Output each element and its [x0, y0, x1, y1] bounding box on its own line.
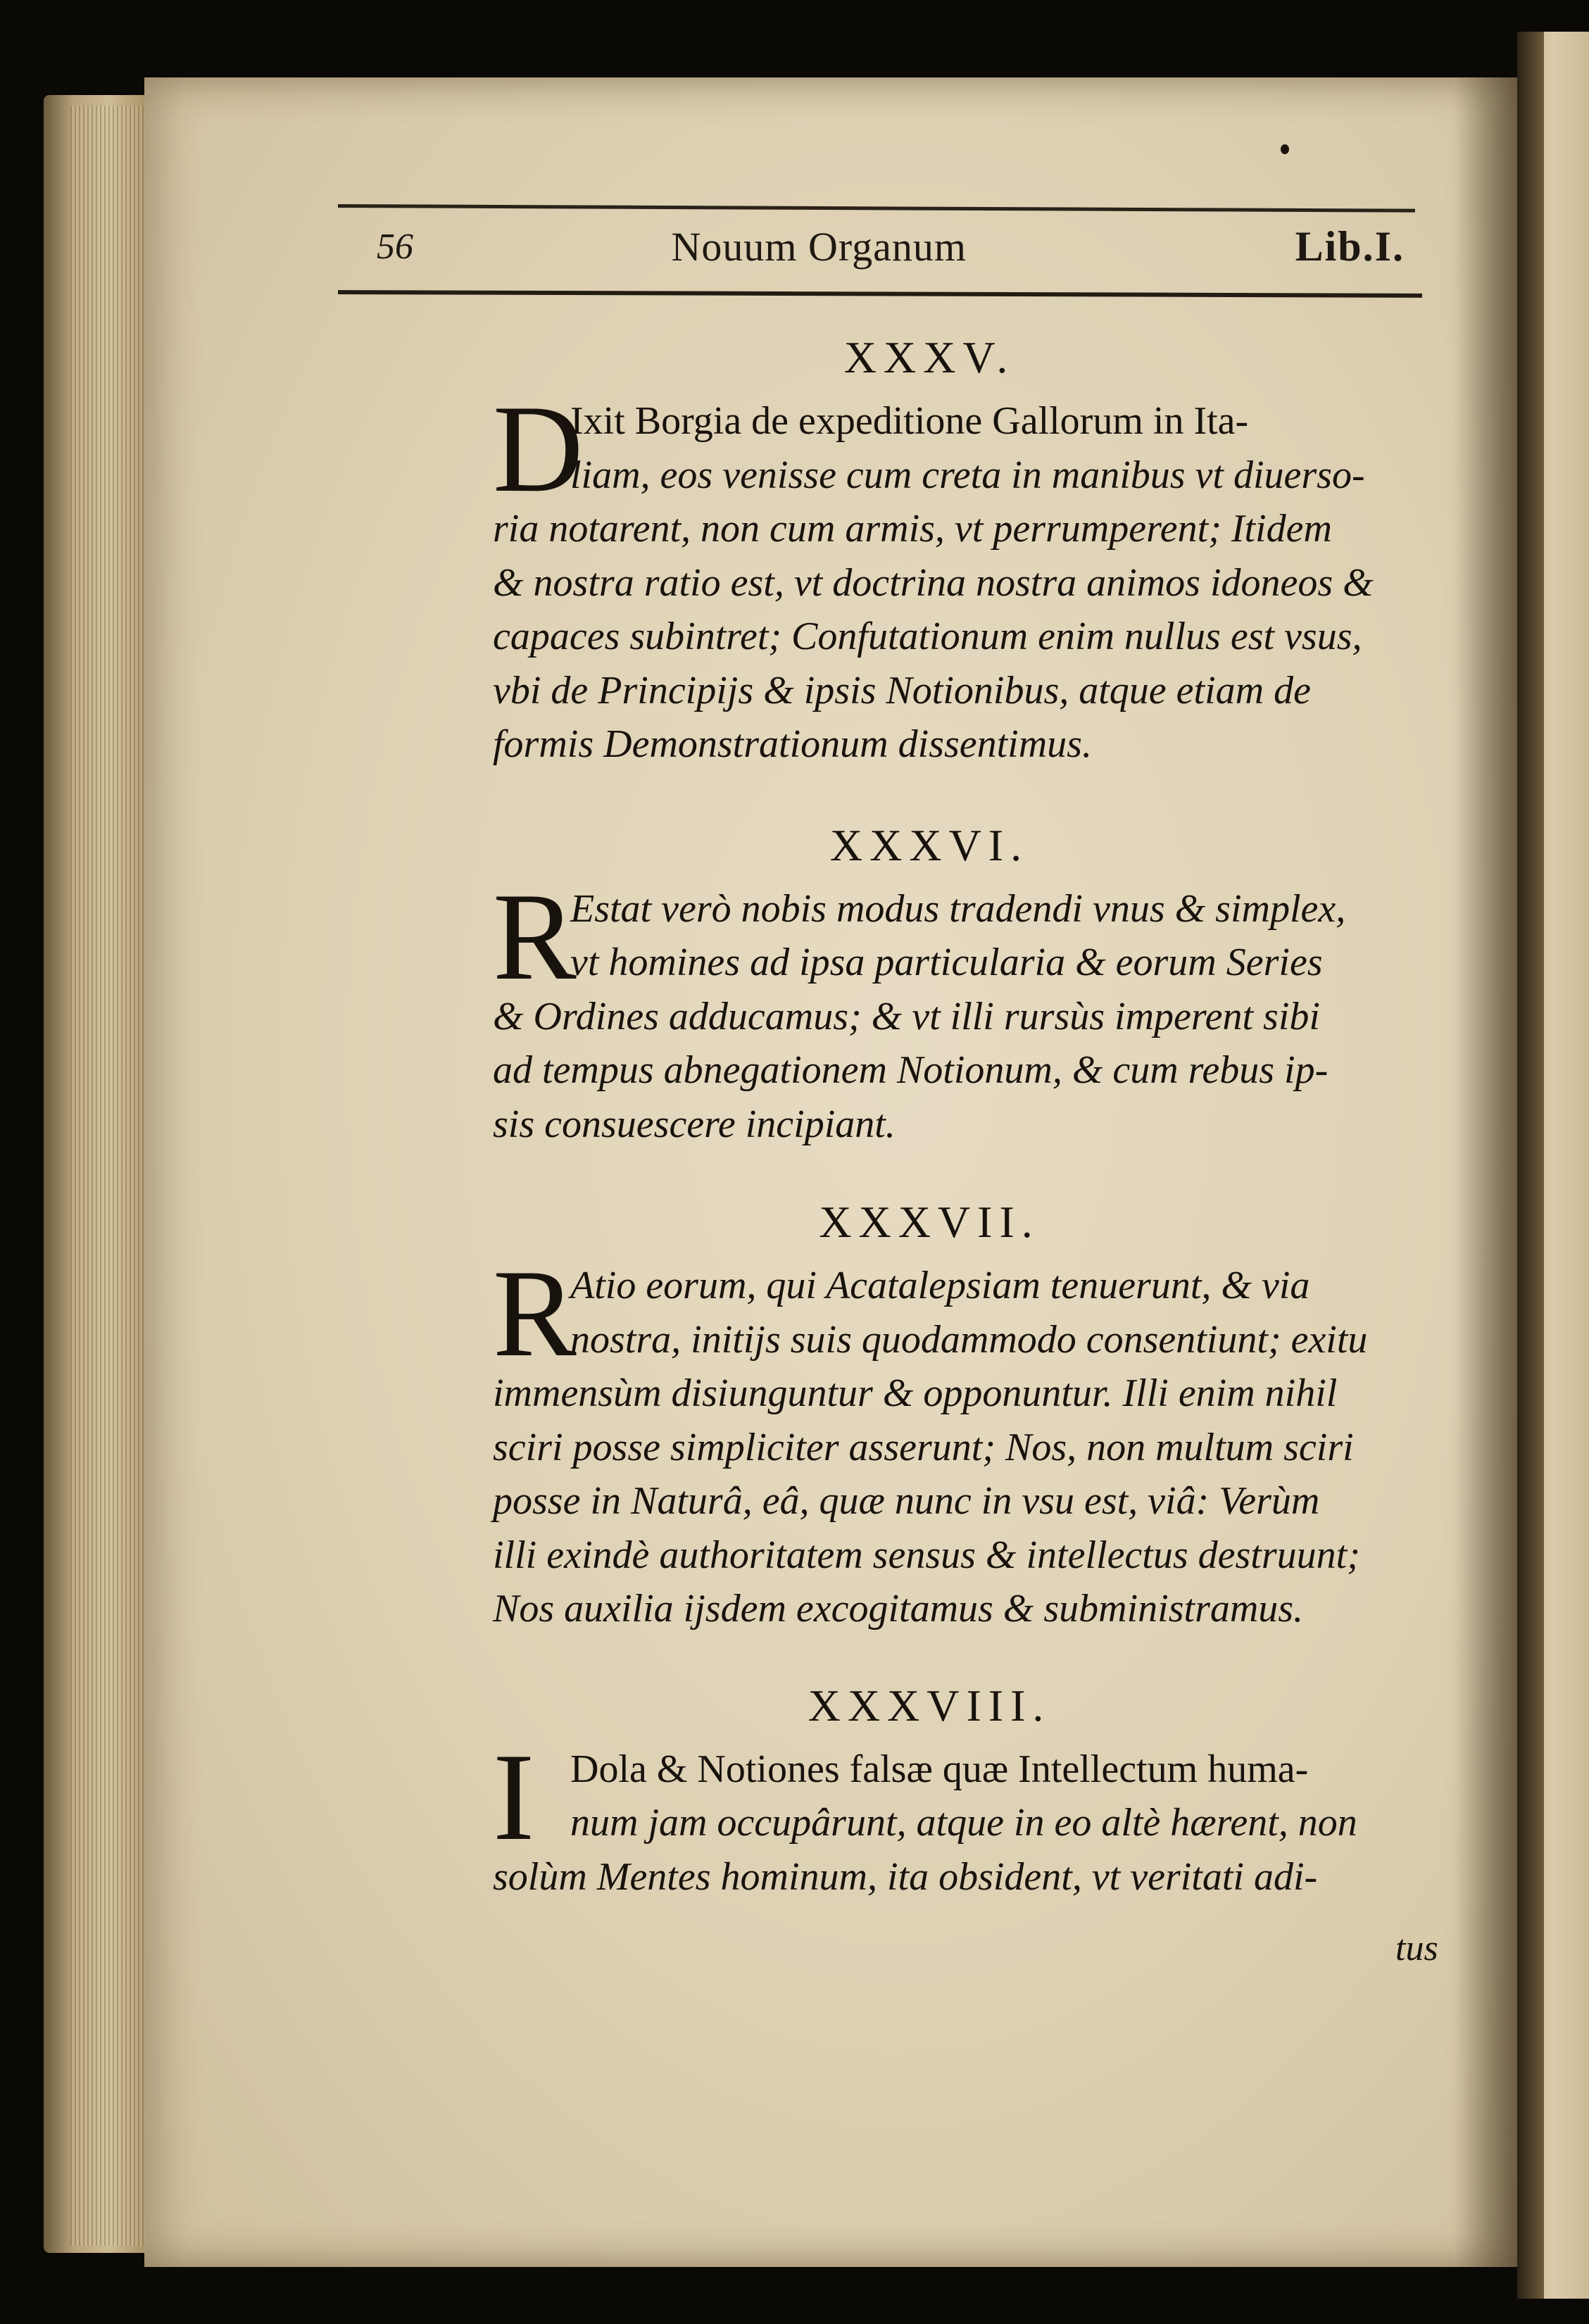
text-line: vbi de Principijs & ipsis Notionibus, atque etiam de	[493, 668, 1311, 712]
spine-shadow	[1454, 77, 1517, 2267]
text-line: vt homines ad ipsa particularia & eorum Series	[570, 941, 1323, 984]
text-line: Estat verò nobis modus tradendi vnus & simplex,	[570, 886, 1346, 931]
text-line: Dola & Notiones falsæ quæ Intellectum huma-	[570, 1747, 1309, 1791]
text-line: sciri posse simpliciter asserunt; Nos, non multum sciri	[493, 1425, 1354, 1469]
aphorism-number: XXXVIII.	[808, 1680, 1051, 1731]
header-row	[338, 204, 1422, 289]
drop-cap: I	[493, 1726, 535, 1866]
drop-cap: R	[493, 866, 577, 1006]
drop-cap: R	[493, 1243, 577, 1383]
aphorism-number: XXXVI.	[829, 819, 1029, 870]
facing-page-edge	[1517, 32, 1589, 2299]
drop-cap: D	[493, 379, 584, 518]
aphorism-body	[493, 1726, 1436, 1904]
text-line: sis consuescere incipiant.	[493, 1102, 896, 1146]
text-line: posse in Naturâ, eâ, quæ nunc in vsu est, viâ: Verùm	[493, 1479, 1320, 1523]
main-text	[493, 320, 1436, 1904]
page-header	[338, 197, 1422, 310]
catchword: tus	[1395, 1928, 1438, 1968]
text-line: num jam occupârunt, atque in eo altè hærent, non	[570, 1801, 1357, 1845]
aphorism-number: XXXV.	[843, 332, 1015, 382]
text-line: liam, eos venisse cum creta in manibus vt diuerso-	[570, 453, 1365, 497]
aphorism	[493, 320, 1436, 772]
running-title: Nouum Organum	[671, 223, 967, 270]
text-line: solùm Mentes hominum, ita obsident, vt veritati adi-	[493, 1854, 1318, 1899]
text-line: & Ordines adducamus; & vt illi rursùs imperent sibi	[493, 994, 1320, 1038]
aphorism	[493, 1185, 1436, 1636]
gutter-shadow	[1517, 32, 1544, 2299]
aphorism	[493, 808, 1436, 1152]
text-line: Atio eorum, qui Acatalepsiam tenuerunt, & via	[570, 1264, 1310, 1307]
text-line: ria notarent, non cum armis, vt perrumperent; Itidem	[493, 507, 1332, 551]
book-reference: Lib.I.	[1295, 222, 1405, 270]
ink-spot	[1281, 144, 1289, 154]
text-line: Nos auxilia ijsdem excogitamus & subministramus.	[493, 1587, 1304, 1631]
text-line: capaces subintret; Confutationum enim nullus est vsus,	[493, 615, 1362, 658]
text-line: nostra, initijs suis quodammodo consentiunt; exitu	[570, 1317, 1368, 1362]
header-rule-bottom	[338, 290, 1422, 298]
text-line: illi exindè authoritatem sensus & intellectus destruunt;	[493, 1533, 1360, 1577]
aphorism-body	[493, 1243, 1436, 1636]
aphorism	[493, 1669, 1436, 1904]
aphorism-number: XXXVII.	[819, 1197, 1040, 1247]
text-line: immensùm disiunguntur & opponuntur. Illi enim nihil	[493, 1371, 1338, 1415]
page-stack	[70, 106, 155, 2246]
page-number: 56	[377, 226, 413, 267]
text-line: Ixit Borgia de expeditione Gallorum in Ita-	[570, 399, 1249, 443]
text-line: & nostra ratio est, vt doctrina nostra animos idoneos &	[493, 560, 1374, 605]
text-line: formis Demonstrationum dissentimus.	[493, 722, 1092, 766]
aphorism-body	[493, 866, 1436, 1152]
aphorism-body	[493, 379, 1436, 772]
text-line: ad tempus abnegationem Notionum, & cum rebus ip-	[493, 1048, 1329, 1092]
